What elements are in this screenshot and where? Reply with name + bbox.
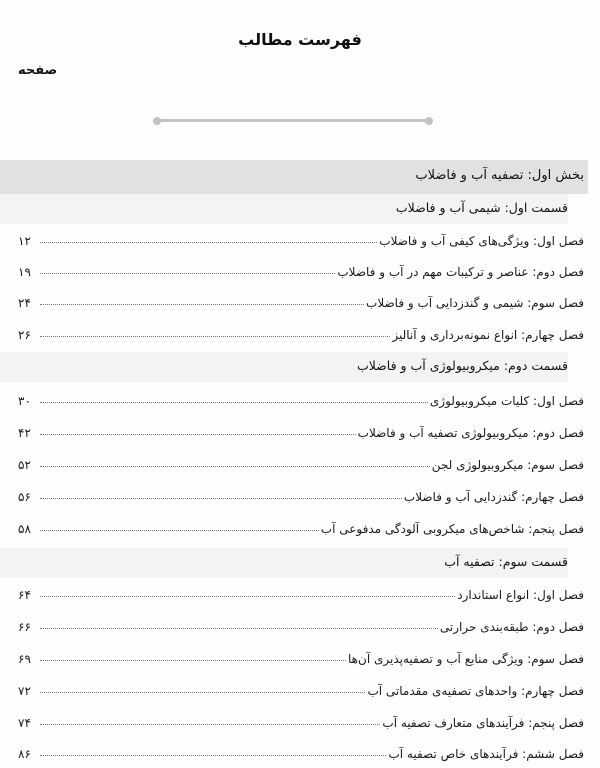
toc-entry[interactable] <box>18 228 584 248</box>
dot-leader <box>40 241 377 243</box>
section-heading <box>0 194 568 224</box>
chapter-title: فصل دوم: طبقه‌بندی حرارتی <box>439 620 584 634</box>
toc-title: فهرست مطالب <box>238 30 362 49</box>
chapter-title: فصل سوم: شیمی و گندزدایی آب و فاضلاب <box>366 296 584 310</box>
dot-leader <box>40 335 390 337</box>
dot-leader <box>40 497 402 499</box>
page-number: ۱۲ <box>18 234 31 248</box>
page-column-label: صفحه <box>18 63 58 78</box>
chapter-title: فصل چهارم: انواع نمونه‌برداری و آنالیز <box>392 328 584 342</box>
chapter-title: فصل اول: کلیات میکروبیولوژی <box>429 394 584 408</box>
toc-entry[interactable] <box>18 614 584 634</box>
section-heading <box>0 352 568 382</box>
toc-entry[interactable] <box>18 290 584 310</box>
toc-entry[interactable] <box>18 420 584 440</box>
toc-entry[interactable] <box>18 710 584 730</box>
page-number: ۵۶ <box>18 490 31 504</box>
page-number: ۶۶ <box>18 620 31 634</box>
page-number: ۷۲ <box>18 684 31 698</box>
toc-entry[interactable] <box>18 322 584 342</box>
dot-leader <box>40 303 364 305</box>
page-number: ۵۸ <box>18 522 31 536</box>
page-number: ۶۹ <box>18 652 31 666</box>
dot-leader <box>40 272 335 274</box>
chapter-title: فصل سوم: ویژگی منابع آب و تصفیه‌پذیری آن‌ها <box>348 652 584 666</box>
part-heading-label: بخش اول: تصفیه آب و فاضلاب <box>415 168 584 183</box>
section-heading <box>0 548 568 578</box>
dot-leader <box>40 691 365 693</box>
toc-entry[interactable] <box>18 741 584 761</box>
chapter-title: فصل دوم: میکروبیولوژی تصفیه آب و فاضلاب <box>357 426 584 440</box>
chapter-title: فصل چهارم: گندزدایی آب و فاضلاب <box>403 490 584 504</box>
dot-leader <box>40 723 380 725</box>
page-number: ۱۹ <box>18 265 31 279</box>
divider-end-dot-icon <box>153 117 161 125</box>
ornamental-divider <box>156 119 430 122</box>
chapter-title: فصل پنجم: شاخص‌های میکروبی آلودگی مدفوعی آب <box>320 522 584 536</box>
section-heading-label: قسمت دوم: میکروبیولوژی آب و فاضلاب <box>356 358 568 373</box>
section-heading-label: قسمت سوم: تصفیه آب <box>444 554 568 569</box>
dot-leader <box>40 627 438 629</box>
dot-leader <box>40 401 428 403</box>
chapter-title: فصل سوم: میکروبیولوژی لجن <box>431 458 584 472</box>
dot-leader <box>40 433 356 435</box>
page-number: ۳۰ <box>18 394 31 408</box>
chapter-title: فصل اول: ویژگی‌های کیفی آب و فاضلاب <box>379 234 584 248</box>
chapter-title: فصل ششم: فرآیندهای خاص تصفیه آب <box>388 747 584 761</box>
dot-leader <box>40 529 319 531</box>
divider-end-dot-icon <box>425 117 433 125</box>
toc-entry[interactable] <box>18 646 584 666</box>
page-number: ۴۲ <box>18 426 31 440</box>
chapter-title: فصل اول: انواع استاندارد <box>457 588 584 602</box>
toc-entry[interactable] <box>18 582 584 602</box>
toc-entry[interactable] <box>18 388 584 408</box>
toc-entry[interactable] <box>18 678 584 698</box>
toc-entry[interactable] <box>18 452 584 472</box>
toc-entry[interactable] <box>18 516 584 536</box>
page-number: ۶۴ <box>18 588 31 602</box>
toc-entry[interactable] <box>18 484 584 504</box>
part-heading <box>0 160 588 194</box>
page-number: ۲۴ <box>18 296 31 310</box>
dot-leader <box>40 595 455 597</box>
page-number: ۸۶ <box>18 747 31 761</box>
page-number: ۲۶ <box>18 328 31 342</box>
dot-leader <box>40 754 386 756</box>
chapter-title: فصل پنجم: فرآیندهای متعارف تصفیه آب <box>382 716 584 730</box>
chapter-title: فصل دوم: عناصر و ترکیبات مهم در آب و فاضلاب <box>337 265 584 279</box>
dot-leader <box>40 659 346 661</box>
chapter-title: فصل چهارم: واحدهای تصفیه‌ی مقدماتی آب <box>367 684 584 698</box>
section-heading-label: قسمت اول: شیمی آب و فاضلاب <box>395 200 568 215</box>
toc-entry[interactable] <box>18 259 584 279</box>
dot-leader <box>40 465 430 467</box>
page-number: ۵۲ <box>18 458 31 472</box>
page-number: ۷۴ <box>18 716 31 730</box>
